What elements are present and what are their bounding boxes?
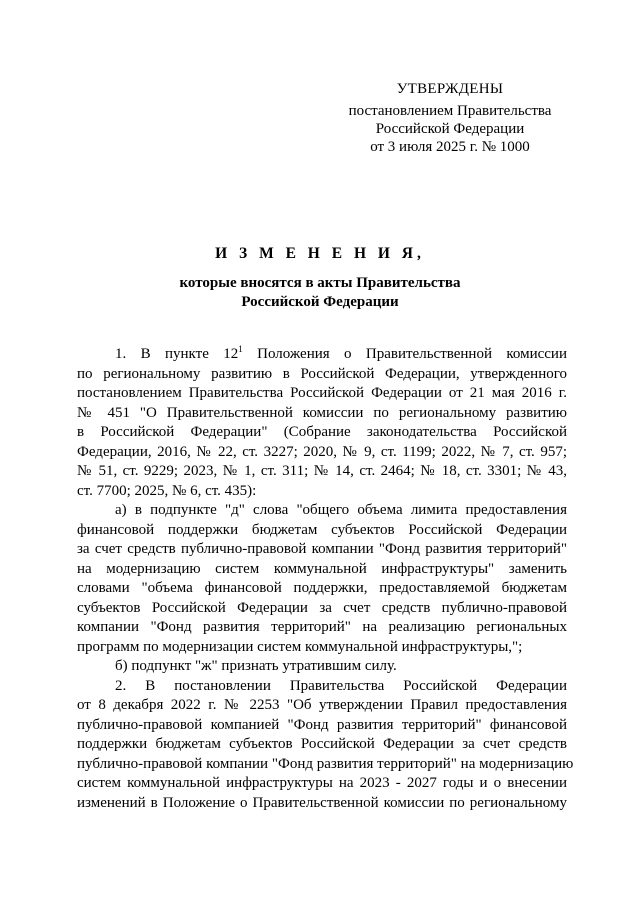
document-body [77, 344, 574, 813]
text-line: ст. 7700; 2025, № 6, ст. 435): [77, 482, 257, 499]
text-line: 2. В постановлении Правительства Российской Федерации [115, 677, 567, 694]
approval-block [330, 80, 570, 156]
text-line: на модернизацию систем коммунальной инфраструктуры" заменить [77, 560, 567, 577]
text-span: 1. В пункте 12 [115, 346, 239, 362]
text-line: словами "объема финансовой поддержки, предоставляемой бюджетам [77, 580, 567, 596]
text-line: постановлением Правительства Российской Федерации от 21 мая 2016 г. [77, 385, 567, 401]
text-line: № 51, ст. 9229; 2023, № 1, ст. 311; № 14, ст. 2464; № 18, ст. 3301; № 43, [77, 463, 567, 479]
text-line: финансовой поддержки бюджетам субъектов Российской Федерации [77, 521, 567, 538]
heading-title: И З М Е Н Е Н И Я, [215, 245, 425, 262]
heading-subtitle: которые вносятся в акты Правительства [179, 275, 461, 291]
text-line: а) в подпункте "д" слова "общего объема лимита предоставления [115, 502, 567, 518]
text-line: по региональному развитию в Российской Федерации, утвержденного [77, 365, 567, 382]
text-line: систем коммунальной инфраструктуры на 2023 - 2027 годы и о внесении [77, 775, 567, 791]
text-line: компании "Фонд развития территорий" на реализацию региональных [77, 619, 567, 635]
approval-line: постановлением Правительства [348, 103, 552, 119]
text-line: от 8 декабря 2022 г. № 2253 "Об утверждении Правил предоставления [77, 697, 567, 713]
approval-title: УТВЕРЖДЕНЫ [396, 81, 504, 97]
text-line: публично-правовой компании "Фонд развития территорий" на модернизацию [77, 755, 574, 772]
text-line: № 451 "О Правительственной комиссии по региональному развитию [77, 404, 567, 421]
text-line: Федерации, 2016, № 22, ст. 3227; 2020, № 9, ст. 1199; 2022, № 7, ст. 957; [77, 443, 567, 460]
text-line: б) подпункт "ж" признать утратившим силу. [115, 658, 397, 674]
text-line [77, 345, 567, 365]
text-line: публично-правовой компанией "Фонд развития территорий" финансовой [77, 716, 567, 733]
heading-subtitle: Российской Федерации [241, 294, 399, 310]
text-span: Положения о Правительственной комиссии [242, 346, 567, 362]
approval-date: от 3 июля 2025 г. № 1000 [370, 139, 530, 155]
approval-line: Российской Федерации [375, 121, 525, 137]
text-line: субъектов Российской Федерации за счет средств публично-правовой [77, 599, 567, 616]
text-line: за счет средств публично-правовой компании "Фонд развития территорий" [77, 541, 567, 557]
text-line: поддержки бюджетам субъектов Российской Федерации за счет средств [77, 736, 567, 752]
text-line: в Российской Федерации" (Собрание законодательства Российской [77, 424, 567, 440]
text-line: изменений в Положение о Правительственной комиссии по региональному [77, 794, 567, 811]
text-line: программ по модернизации систем коммунальной инфраструктуры,"; [77, 638, 523, 655]
footnote-marker: 1 [238, 344, 243, 354]
document-heading [70, 244, 570, 312]
